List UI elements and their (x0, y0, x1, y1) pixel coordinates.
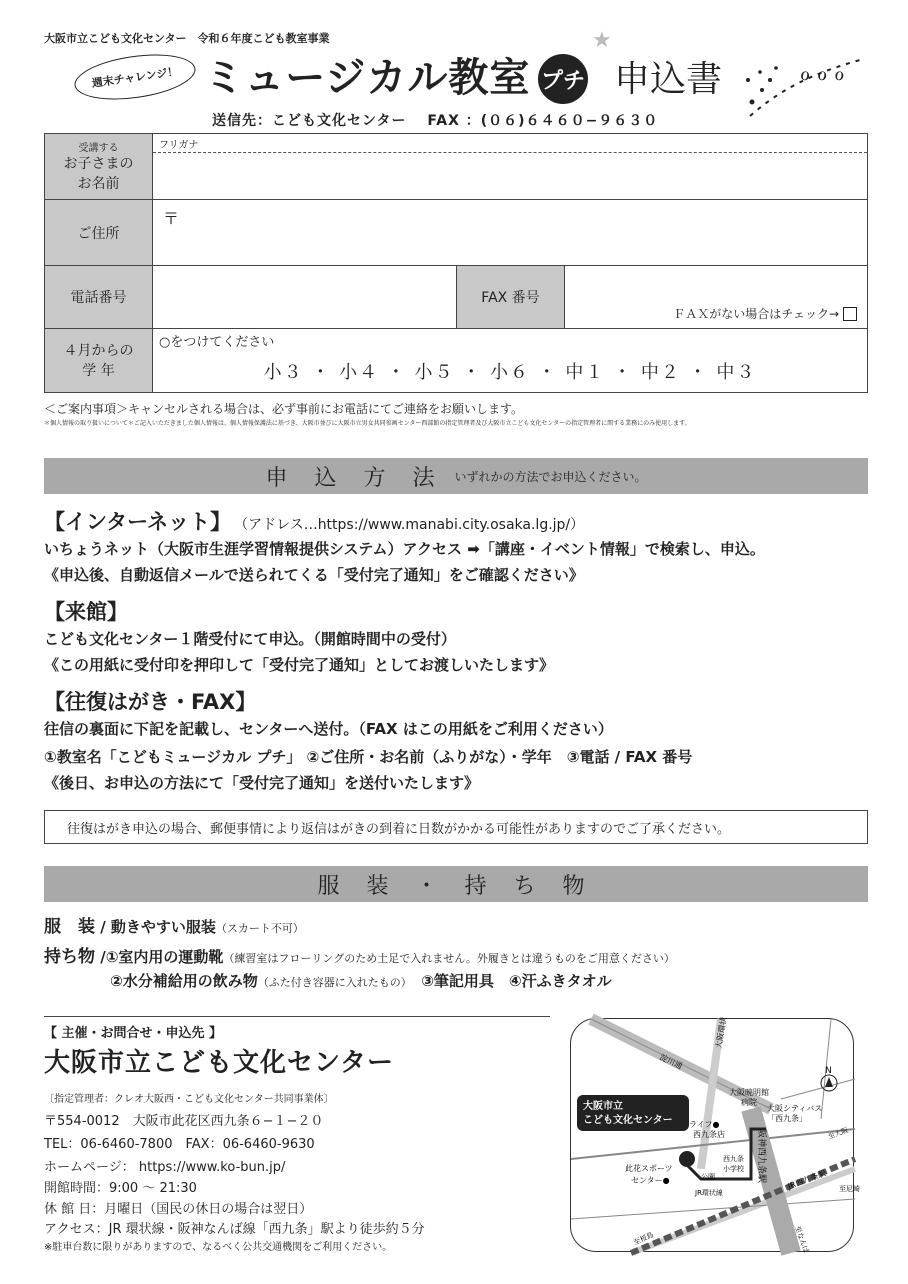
svg-text:ℴ ℴ ℴ: ℴ ℴ ℴ (800, 61, 845, 86)
visit-title: 【来館】 (44, 600, 128, 624)
map-park: 公園 (701, 1173, 715, 1181)
postal-mark: 〒 (163, 209, 180, 228)
grade-options: 小３ ・ 小４ ・ 小５ ・ 小６ ・ 中１ ・ 中２ ・ 中３ (263, 362, 757, 383)
hours-line: 開館時間：9:00 〜 21:30 (44, 1181, 197, 1196)
map-sports2: センター● (631, 1176, 670, 1185)
post-note-box: 往復はがき申込の場合、郵便事情により返信はがきの到着に日数がかかる可能性がありますのでご了承ください。 (44, 810, 868, 844)
clothes-line: 服 装 / 動きやすい服装（スカート不可） (44, 917, 304, 937)
footer-divider (44, 1016, 550, 1017)
fax-label: FAX 番号 (457, 266, 565, 329)
fax-field[interactable] (565, 266, 868, 329)
visit-line1: こども文化センター１階受付にて申込。（開館時間中の受付） (44, 630, 456, 648)
map-life2: 西九条店 (693, 1130, 725, 1139)
homepage-line: ホームページ： https://www.ko-bun.jp/ (44, 1160, 286, 1175)
map-school1: 西九条 (723, 1155, 744, 1163)
internet-line1: いちょうネット（大阪市生涯学習情報提供システム）アクセス ➡「講座・イベント情報」で検索し、申込。 (44, 540, 765, 558)
road-loop: 大阪環状 (714, 1016, 729, 1050)
map-hospital2: 病院 (741, 1098, 757, 1107)
post-line1: 往信の裏面に下記を記載し、センターへ送付。（FAX はこの用紙をご利用ください） (44, 720, 613, 738)
parking-note: ※駐車台数に限りがありますので、なるべく公共交通機関をご利用ください。 (44, 1242, 393, 1253)
wear-heading-bar: 服 装 ・ 持 ち 物 (44, 866, 868, 902)
access-line: アクセス：JR 環状線・阪神なんば線「西九条」駅より徒歩約５分 (44, 1222, 425, 1237)
map-to-osaka: 至大阪 (826, 1126, 850, 1141)
post-title: 【往復はがき・FAX】 (44, 690, 257, 714)
furigana-label: フリガナ (153, 134, 867, 153)
child-name-label: 受講する お子さまの お名前 (45, 134, 153, 200)
application-form-table (44, 133, 868, 393)
manager-line: 〔指定管理者：クレオ大阪西・こども文化センター共同事業体〕 (44, 1094, 334, 1105)
grade-label: ４月からの 学 年 (45, 329, 153, 393)
map-to-sakurajima: 至桜島 (632, 1230, 655, 1247)
address-line: 〒554-0012 大阪市此花区西九条６−１−２０ (44, 1114, 324, 1129)
child-name-field[interactable] (153, 134, 868, 200)
map-hospital: 大阪暁明館 (729, 1088, 769, 1097)
no-fax-checkbox[interactable] (843, 307, 857, 321)
contact-heading: 【 主催・お問合せ・申込先 】 (44, 1026, 223, 1041)
map-hanshin-station: 阪神西九条駅 (756, 1129, 766, 1184)
send-to-fax: 送信先：こども文化センター FAX ：(０６)６４６０−９６３０ (212, 113, 659, 129)
map-bus1: 大阪シティバス (767, 1104, 823, 1113)
items-line: 持ち物 /①室内用の運動靴（練習室はフローリングのため土足で入れません。外履きとは違うものをご用意ください） (44, 947, 675, 967)
visit-line2: 《この用紙に受付印を押印して「受付完了通知」としてお渡しいたします》 (44, 656, 555, 674)
internet-line2: 《申込後、自動返信メールで送られてくる「受付完了通知」をご確認ください》 (44, 566, 584, 584)
weekend-challenge-bubble: 週末チャレンジ！ (72, 48, 199, 107)
star-icon: ★ (592, 28, 612, 53)
map-jr-station: JR西九条駅 (786, 1168, 828, 1191)
map-life1: ライフ● (689, 1120, 720, 1129)
post-line3: 《後日、お申込の方法にて「受付完了通知」を送付いたします》 (44, 774, 480, 792)
address-label: ご住所 (45, 200, 153, 266)
petit-badge: プチ (538, 54, 588, 104)
north-mark: N (825, 1066, 832, 1076)
map-center-label1: 大阪市立 (583, 1101, 623, 1112)
closed-line: 休 館 日：月曜日（国民の休日の場合は翌日） (44, 1202, 313, 1217)
phone-field[interactable] (153, 266, 457, 329)
map-to-namba: 至なんば (793, 1224, 811, 1254)
access-map (570, 1016, 860, 1254)
organizer-line: 大阪市立こども文化センター 令和６年度こども教室事業 (44, 32, 330, 45)
cancel-note: ＜ご案内事項＞キャンセルされる場合は、必ず事前にお電話にてご連絡をお願いします。 (44, 402, 524, 416)
road-yodogawa: 淀川通 (658, 1052, 684, 1071)
center-name: 大阪市立こども文化センター (44, 1048, 394, 1078)
page-title: ミュージカル教室 (204, 55, 531, 101)
method-heading-bar: 申 込 方 法 いずれかの方法でお申込ください。 (44, 458, 868, 494)
map-sports1: 此花スポーツ (625, 1164, 673, 1173)
sparkle-dots-icon (740, 50, 870, 120)
post-line2: ①教室名「こどもミュージカル プチ」 ②ご住所・お名前（ふりがな）・学年 ③電話 / FAX 番号 (44, 748, 693, 766)
grade-field[interactable]: ○をつけてください 小３ ・ 小４ ・ 小５ ・ 小６ ・ 中１ ・ 中２ ・ 中３ (153, 329, 868, 393)
items-line2: ②水分補給用の飲み物（ふた付き容器に入れたもの） ③筆記用具 ④汗ふきタオル (110, 972, 612, 990)
internet-title: 【インターネット】 （アドレス…https://www.manabi.city.osaka.lg.jp/） (44, 510, 585, 534)
privacy-note: ＊個人情報の取り扱いについて＊ご記入いただきました個人情報は、個人情報保護法に基づき、大阪市並びに大阪市立男女共同参画センター西部館の指定管理者及び大阪市立こども文化センターの指定管理者に関する業務にのみ使用します。 (44, 420, 691, 427)
map-to-amagasaki: 至尼崎 (839, 1185, 860, 1193)
apply-form-title: 申込書 (614, 59, 723, 100)
map-hanshin-line: JR環状線 (695, 1189, 723, 1197)
map-school2: 小学校 (723, 1165, 744, 1173)
no-fax-check: ＦＡＸがない場合はチェック→ (673, 305, 857, 322)
phone-label: 電話番号 (45, 266, 153, 329)
map-bus2: 「西九条」 (767, 1114, 807, 1123)
address-field[interactable] (153, 200, 868, 266)
map-center-label2: こども文化センター (583, 1115, 673, 1126)
tel-line: TEL：06-6460-7800 FAX：06-6460-9630 (44, 1137, 315, 1152)
